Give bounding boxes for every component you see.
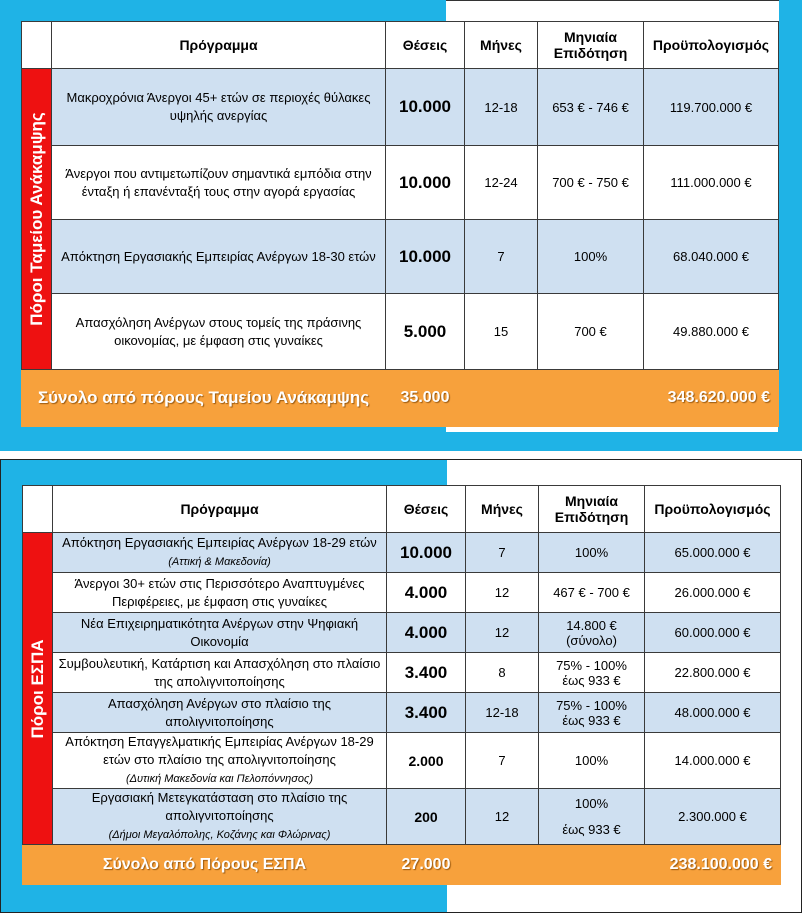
budget-cell: 68.040.000 € xyxy=(644,220,779,294)
subsidy-line2: έως 933 € xyxy=(562,712,621,728)
total-label: Σύνολο από πόρους Ταμείου Ανάκαμψης xyxy=(22,370,386,427)
months-cell: 7 xyxy=(466,533,539,573)
header-subsidy-line2: Επιδότηση xyxy=(553,45,628,61)
budget-cell: 65.000.000 € xyxy=(645,533,781,573)
places-cell: 10.000 xyxy=(386,69,465,146)
side-label-espa xyxy=(23,533,53,845)
subsidy-cell: 700 € xyxy=(538,294,644,370)
months-cell: 12-24 xyxy=(465,146,538,220)
table-row xyxy=(22,69,779,146)
months-cell: 12-18 xyxy=(466,693,539,733)
months-cell: 12 xyxy=(466,789,539,845)
program-cell xyxy=(53,533,387,573)
subsidy-cell xyxy=(539,653,645,693)
months-cell: 15 xyxy=(465,294,538,370)
table-row xyxy=(23,733,781,789)
table-row xyxy=(22,220,779,294)
places-cell: 3.400 xyxy=(387,693,466,733)
months-cell: 12-18 xyxy=(465,69,538,146)
header-months: Μήνες xyxy=(465,22,538,69)
header-subsidy-line2: Επιδότηση xyxy=(554,509,629,525)
program-cell xyxy=(53,789,387,845)
program-note: (Δυτική Μακεδονία και Πελοπόννησος) xyxy=(125,773,314,785)
subsidy-cell xyxy=(539,693,645,733)
header-program: Πρόγραμμα xyxy=(52,22,386,69)
subsidy-cell: 653 € - 746 € xyxy=(538,69,644,146)
subsidy-line1: 14.800 € xyxy=(566,617,617,633)
program-text: Εργασιακή Μετεγκατάσταση στο πλαίσιο της απολιγνιτοποίησης xyxy=(91,790,348,823)
months-cell: 7 xyxy=(466,733,539,789)
recovery-fund-table xyxy=(21,21,779,427)
subsidy-line2: (σύνολο) xyxy=(566,632,617,648)
cyan-left-edge xyxy=(0,0,22,451)
subsidy-cell: 100% xyxy=(538,220,644,294)
table-row xyxy=(23,789,781,845)
budget-cell: 60.000.000 € xyxy=(645,613,781,653)
header-places: Θέσεις xyxy=(386,22,465,69)
budget-cell: 14.000.000 € xyxy=(645,733,781,789)
program-cell: Άνεργοι που αντιμετωπίζουν σημαντικά εμπόδια στην ένταξη ή επανένταξή τους στην αγορά εργασίας xyxy=(52,146,386,220)
total-row xyxy=(22,370,779,427)
program-cell: Άνεργοι 30+ ετών στις Περισσότερο Αναπτυγμένες Περιφέρειες, με έμφαση στις γυναίκες xyxy=(53,573,387,613)
months-cell: 12 xyxy=(466,613,539,653)
places-cell: 5.000 xyxy=(386,294,465,370)
header-budget: Προϋπολογισμός xyxy=(644,22,779,69)
program-cell: Απασχόληση Ανέργων στους τομείς της πράσινης οικονομίας, με έμφαση στις γυναίκες xyxy=(52,294,386,370)
header-corner xyxy=(23,486,53,533)
subsidy-cell xyxy=(539,613,645,653)
header-places: Θέσεις xyxy=(387,486,466,533)
subsidy-line1: 75% - 100% xyxy=(556,697,627,713)
program-cell: Νέα Επιχειρηματικότητα Ανέργων στην Ψηφιακή Οικονομία xyxy=(53,613,387,653)
header-subsidy xyxy=(539,486,645,533)
table-row xyxy=(22,146,779,220)
header-row xyxy=(23,486,781,533)
subsidy-line2: έως 933 € xyxy=(562,672,621,688)
table-row xyxy=(23,653,781,693)
subsidy-cell: 467 € - 700 € xyxy=(539,573,645,613)
months-cell: 7 xyxy=(465,220,538,294)
budget-cell: 119.700.000 € xyxy=(644,69,779,146)
months-cell: 8 xyxy=(466,653,539,693)
header-program: Πρόγραμμα xyxy=(53,486,387,533)
table-row xyxy=(23,573,781,613)
places-cell: 10.000 xyxy=(387,533,466,573)
table-row xyxy=(23,533,781,573)
top-white-strip xyxy=(446,0,779,22)
total-places: 35.000 xyxy=(386,370,465,427)
recovery-fund-panel xyxy=(0,0,802,451)
program-cell xyxy=(53,733,387,789)
subsidy-cell xyxy=(539,789,645,845)
budget-cell: 2.300.000 € xyxy=(645,789,781,845)
places-cell: 10.000 xyxy=(386,220,465,294)
budget-cell: 48.000.000 € xyxy=(645,693,781,733)
header-subsidy xyxy=(538,22,644,69)
table-row xyxy=(23,693,781,733)
subsidy-line1: 75% - 100% xyxy=(556,657,627,673)
program-cell: Απασχόληση Ανέργων στο πλαίσιο της απολιγνιτοποίησης xyxy=(53,693,387,733)
budget-cell: 26.000.000 € xyxy=(645,573,781,613)
side-label-text: Πόροι ΕΣΠΑ xyxy=(27,638,47,739)
espa-table xyxy=(22,485,781,885)
header-corner xyxy=(22,22,52,69)
header-budget: Προϋπολογισμός xyxy=(645,486,781,533)
program-note: (Δήμοι Μεγαλόπολης, Κοζάνης και Φλώρινας) xyxy=(108,829,331,841)
total-budget: 238.100.000 € xyxy=(466,845,781,885)
places-cell: 2.000 xyxy=(387,733,466,789)
header-row xyxy=(22,22,779,69)
places-cell: 4.000 xyxy=(387,573,466,613)
table-row xyxy=(23,613,781,653)
budget-cell: 22.800.000 € xyxy=(645,653,781,693)
budget-cell: 49.880.000 € xyxy=(644,294,779,370)
total-row xyxy=(23,845,781,885)
months-cell: 12 xyxy=(466,573,539,613)
subsidy-cell: 700 € - 750 € xyxy=(538,146,644,220)
header-subsidy-line1: Μηνιαία xyxy=(564,29,617,45)
total-places: 27.000 xyxy=(387,845,466,885)
espa-panel xyxy=(0,459,802,913)
total-budget: 348.620.000 € xyxy=(465,370,779,427)
program-text: Απόκτηση Εργασιακής Εμπειρίας Ανέργων 18-29 ετών xyxy=(62,535,377,550)
subsidy-cell: 100% xyxy=(539,533,645,573)
program-cell: Συμβουλευτική, Κατάρτιση και Απασχόληση στο πλαίσιο της απολιγνιτοποίησης xyxy=(53,653,387,693)
cyan-bottom-edge xyxy=(0,432,802,451)
total-label: Σύνολο από Πόρους ΕΣΠΑ xyxy=(23,845,387,885)
places-cell: 4.000 xyxy=(387,613,466,653)
places-cell: 10.000 xyxy=(386,146,465,220)
program-text: Απόκτηση Επαγγελματικής Εμπειρίας Ανέργων 18-29 ετών στο πλαίσιο της απολιγνιτοποίησης xyxy=(65,734,374,767)
program-note: (Αττική & Μακεδονία) xyxy=(168,556,271,568)
table-row xyxy=(22,294,779,370)
side-label-text: Πόροι Ταμείου Ανάκαμψης xyxy=(26,112,46,326)
places-cell: 200 xyxy=(387,789,466,845)
budget-cell: 111.000.000 € xyxy=(644,146,779,220)
header-subsidy-line1: Μηνιαία xyxy=(565,493,618,509)
subsidy-cell: 100% xyxy=(539,733,645,789)
subsidy-line2: έως 933 € xyxy=(562,821,621,837)
header-months: Μήνες xyxy=(466,486,539,533)
program-cell: Απόκτηση Εργασιακής Εμπειρίας Ανέργων 18-30 ετών xyxy=(52,220,386,294)
subsidy-line1: 100% xyxy=(574,795,609,811)
cyan-right-edge xyxy=(778,0,802,451)
cyan-left-edge xyxy=(1,460,23,912)
program-cell: Μακροχρόνια Άνεργοι 45+ ετών σε περιοχές θύλακες υψηλής ανεργίας xyxy=(52,69,386,146)
side-label-recovery xyxy=(22,69,52,370)
places-cell: 3.400 xyxy=(387,653,466,693)
